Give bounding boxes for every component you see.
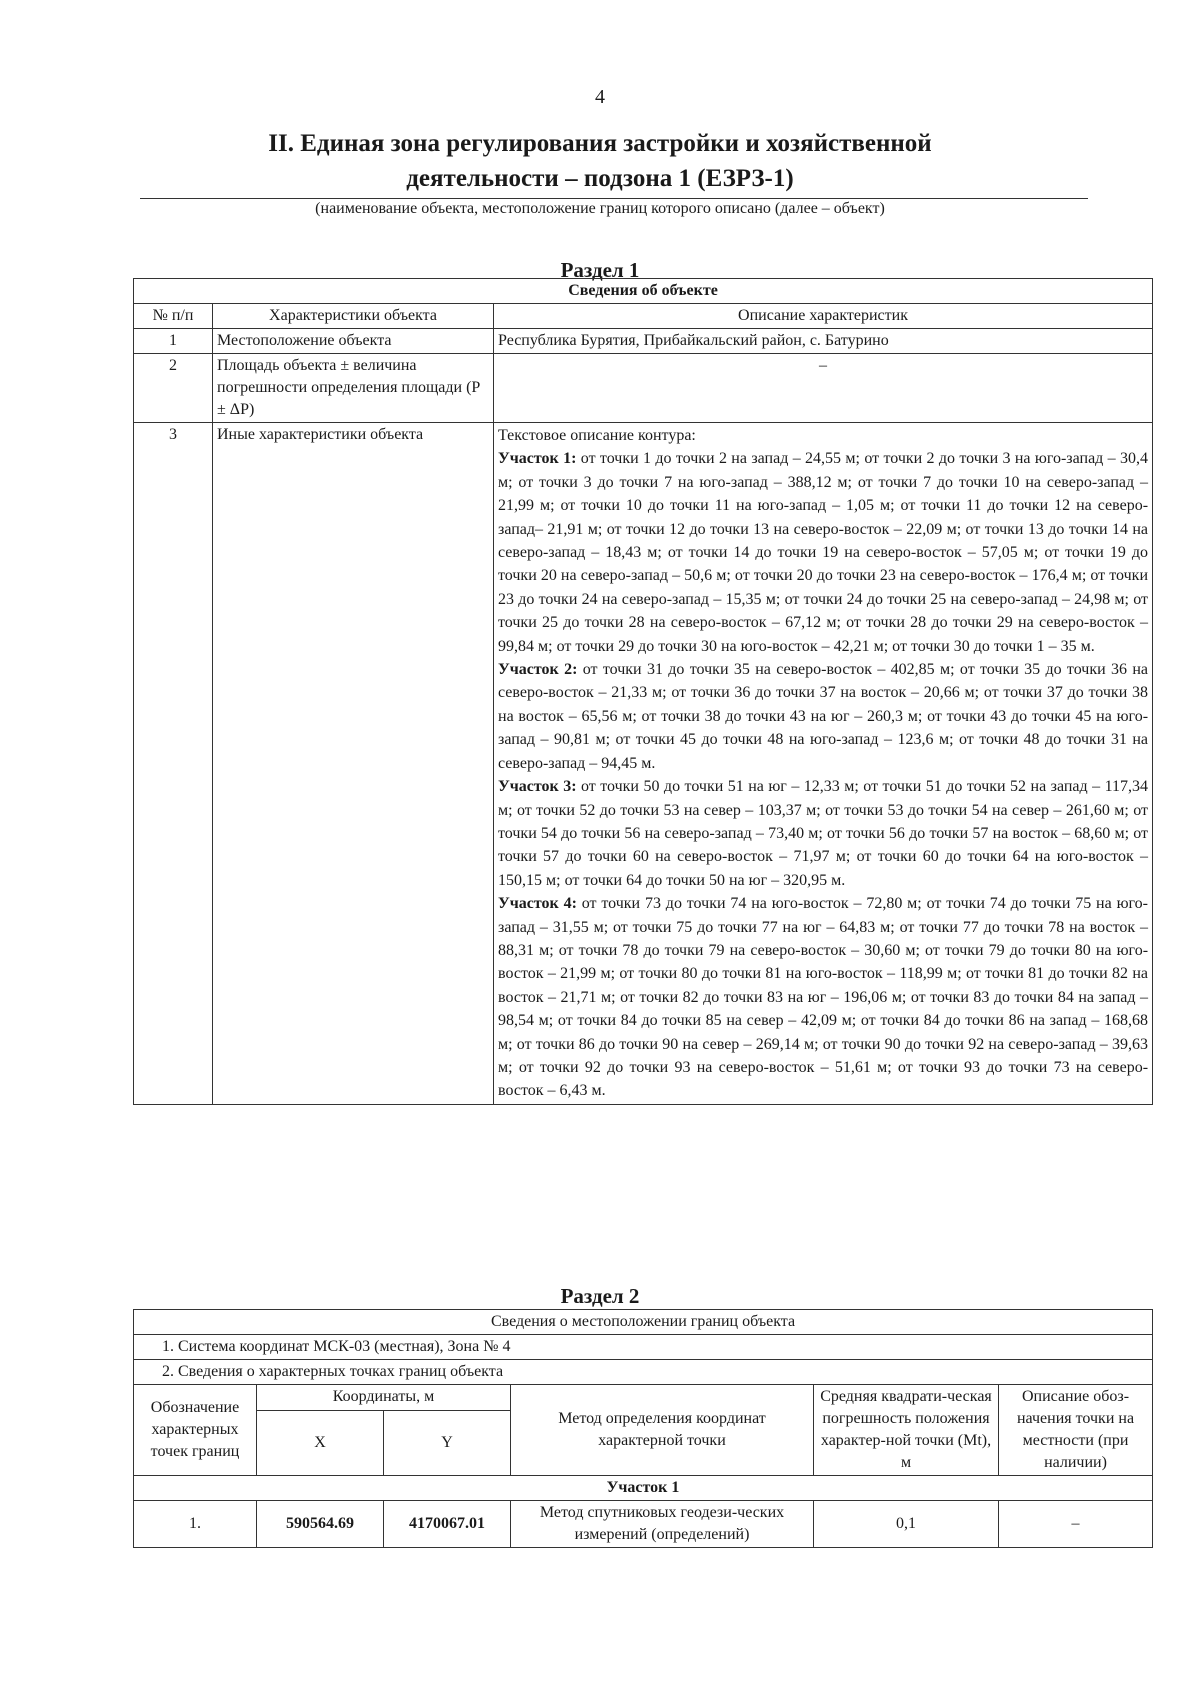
- table-row: [134, 329, 1153, 354]
- row-characteristic: Иные характеристики объекта: [213, 423, 494, 1105]
- plot-text: от точки 73 до точки 74 на юго-восток – 72,80 м; от точки 74 до точки 75 на юго-запад – 31,55 м; от точки 75 до точки 77 на юг – 64,83 м; от точки 77 до точки 78 на восток – 88,31 м; от точки 78 до точки 79 на северо-восток – 30,60 м; от точки 79 до точки 80 на юго-восток – 21,99 м; от точки 80 до точки 81 на юго-восток – 118,99 м; от точки 81 до точки 82 на восток – 21,71 м; от точки 82 до точки 83 на юг – 196,06 м; от точки 83 до точки 84 на запад – 98,54 м; от точки 84 до точки 85 на север – 42,09 м; от точки 84 до точки 86 на запад – 168,68 м; от точки 86 до точки 90 на север – 269,14 м; от точки 90 до точки 92 на северо-запад – 39,63 м; от точки 92 до точки 93 на северо-восток – 51,61 м; от точки 93 до точки 73 на северо-восток – 6,43 м.: [498, 895, 1149, 1100]
- page-number: 4: [595, 86, 605, 108]
- column-header-x: X: [257, 1411, 384, 1476]
- point-description: –: [999, 1501, 1153, 1548]
- points-info-title: 2. Сведения о характерных точках границ объекта: [134, 1360, 1153, 1385]
- contour-intro: Текстовое описание контура:: [498, 427, 696, 444]
- title-line-2: деятельности – подзона 1 (ЕЗРЗ-1): [406, 165, 794, 192]
- column-header-designation: Обозначение характерных точек границ: [134, 1385, 257, 1476]
- column-header-description: Описание характеристик: [494, 304, 1153, 329]
- column-header-number: № п/п: [134, 304, 213, 329]
- section-1-heading: Раздел 1: [560, 258, 640, 282]
- plot-description: [498, 892, 1148, 1103]
- table-row: [134, 354, 1153, 423]
- table-row: [134, 423, 1153, 1105]
- table-header-row: [134, 1385, 1153, 1411]
- coordinate-method: Метод спутниковых геодези-ческих измерений (определений): [511, 1501, 814, 1548]
- plot-label: Участок 1:: [498, 450, 577, 468]
- title-line-1: II. Единая зона регулирования застройки и хозяйственной: [268, 130, 932, 157]
- plot-description: [498, 775, 1148, 892]
- coordinate-x: 590564.69: [257, 1501, 384, 1548]
- coordinate-system: 1. Система координат МСК-03 (местная), Зона № 4: [134, 1335, 1153, 1360]
- section-2-heading: Раздел 2: [560, 1284, 640, 1308]
- row-number: 2: [134, 354, 213, 423]
- row-description: –: [494, 354, 1153, 423]
- row-description-contour: [494, 423, 1153, 1105]
- object-info-table: [133, 278, 1153, 1105]
- document-title: [0, 126, 1200, 196]
- row-description: Республика Бурятия, Прибайкальский район, с. Батурино: [494, 329, 1153, 354]
- row-characteristic: Местоположение объекта: [213, 329, 494, 354]
- plot-text: от точки 31 до точки 35 на северо-восток – 402,85 м; от точки 35 до точки 36 на северо-восток – 21,33 м; от точки 36 до точки 37 на восток – 20,66 м; от точки 37 до точки 38 на восток – 65,56 м; от точки 38 до точки 43 на юг – 260,3 м; от точки 43 до точки 45 на юго-запад – 90,81 м; от точки 45 до точки 48 на юго-запад – 123,6 м; от точки 48 до точки 31 на северо-запад – 94,45 м.: [498, 661, 1149, 772]
- position-error: 0,1: [814, 1501, 999, 1548]
- plot-text: от точки 50 до точки 51 на юг – 12,33 м; от точки 51 до точки 52 на запад – 117,34 м; от точки 52 до точки 53 на север – 103,37 м; от точки 53 до точки 54 на север – 261,60 м; от точки 54 до точки 56 на северо-запад – 73,40 м; от точки 56 до точки 57 на восток – 68,60 м; от точки 57 до точки 60 на северо-восток – 71,97 м; от точки 60 до точки 64 на юго-восток – 150,15 м; от точки 64 до точки 50 на юг – 320,95 м.: [498, 778, 1149, 889]
- column-header-error: Средняя квадрати-ческая погрешность положения характер-ной точки (Mt), м: [814, 1385, 999, 1476]
- title-underline: [140, 198, 1088, 199]
- plot-label: Участок 2:: [498, 661, 578, 679]
- coordinate-y: 4170067.01: [384, 1501, 511, 1548]
- row-number: 3: [134, 423, 213, 1105]
- table-header-row: [134, 304, 1153, 329]
- boundary-table-title: Сведения о местоположении границ объекта: [134, 1310, 1153, 1335]
- plot-description: [498, 447, 1148, 658]
- column-header-method: Метод определения координат характерной точки: [511, 1385, 814, 1476]
- row-number: 1: [134, 329, 213, 354]
- column-header-y: Y: [384, 1411, 511, 1476]
- row-characteristic: Площадь объекта ± величина погрешности определения площади (P ± ΔP): [213, 354, 494, 423]
- plot-label: Участок 3:: [498, 778, 577, 796]
- plot-label: Участок 1: [134, 1476, 1153, 1501]
- column-header-characteristic: Характеристики объекта: [213, 304, 494, 329]
- column-header-point-description: Описание обоз-начения точки на местности (при наличии): [999, 1385, 1153, 1476]
- table-row: [134, 1501, 1153, 1548]
- column-header-coordinates: Координаты, м: [257, 1385, 511, 1411]
- plot-label: Участок 4:: [498, 895, 577, 913]
- object-info-table-title: Сведения об объекте: [134, 279, 1153, 304]
- boundary-points-table: [133, 1309, 1153, 1548]
- title-caption: (наименование объекта, местоположение границ которого описано (далее – объект): [315, 200, 885, 217]
- point-designation: 1.: [134, 1501, 257, 1548]
- plot-text: от точки 1 до точки 2 на запад – 24,55 м; от точки 2 до точки 3 на юго-запад – 30,4 м; от точки 3 до точки 7 на юго-запад – 388,12 м; от точки 7 до точки 10 на северо-запад – 21,99 м; от точки 10 до точки 11 на юго-запад – 1,05 м; от точки 11 до точки 12 на северо-запад– 21,91 м; от точки 12 до точки 13 на северо-восток – 22,09 м; от точки 13 до точки 14 на северо-запад – 18,43 м; от точки 14 до точки 19 на северо-восток – 57,05 м; от точки 19 до точки 20 на северо-запад – 50,6 м; от точки 20 до точки 23 на северо-восток – 176,4 м; от точки 23 до точки 24 на северо-запад – 15,35 м; от точки 24 до точки 25 на северо-запад – 24,98 м; от точки 25 до точки 28 на северо-восток – 67,12 м; от точки 28 до точки 29 на северо-восток – 99,84 м; от точки 29 до точки 30 на юго-восток – 42,21 м; от точки 30 до точки 1 – 35 м.: [498, 450, 1149, 655]
- plot-description: [498, 658, 1148, 775]
